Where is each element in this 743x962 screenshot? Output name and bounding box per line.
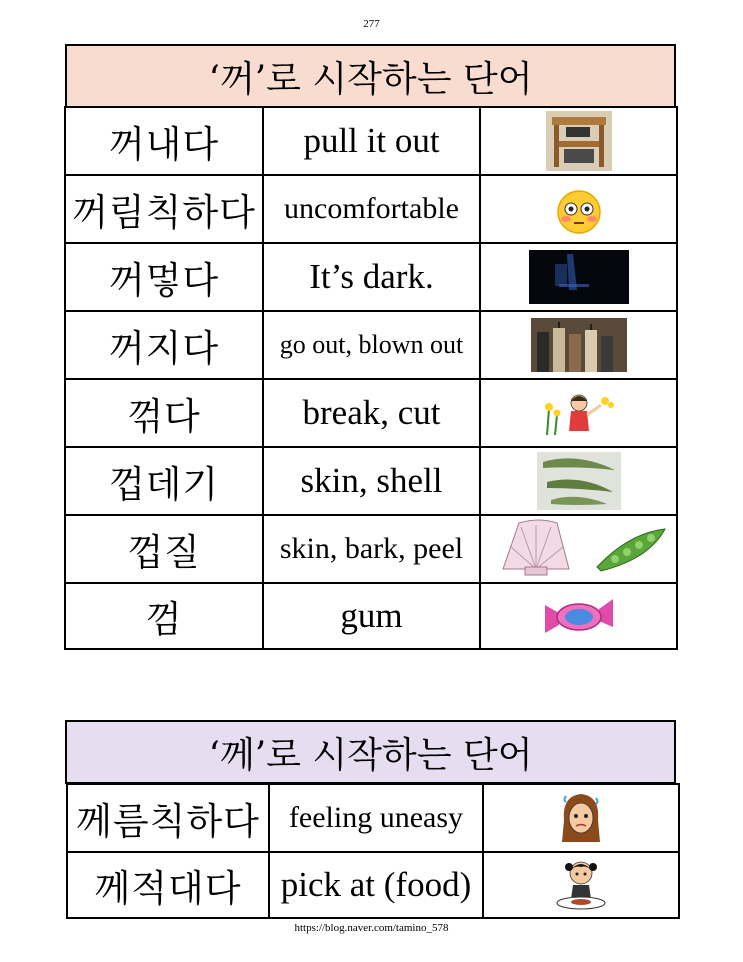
korean-word: 꺼멓다 xyxy=(65,243,263,311)
korean-word: 껍데기 xyxy=(65,447,263,515)
english-meaning: skin, shell xyxy=(263,447,480,515)
furniture-photo xyxy=(480,107,677,175)
korean-word: 꺼림칙하다 xyxy=(65,175,263,243)
flushed-face-emoji xyxy=(480,175,677,243)
section1-title: ‘꺼’로 시작하는 단어 xyxy=(65,44,676,108)
english-meaning: feeling uneasy xyxy=(269,784,483,852)
english-meaning: gum xyxy=(263,583,480,649)
candy-gum-clipart xyxy=(480,583,677,649)
table-row xyxy=(65,447,677,515)
korean-word: 꺼내다 xyxy=(65,107,263,175)
table-row xyxy=(65,311,677,379)
korean-word: 께름칙하다 xyxy=(67,784,269,852)
korean-word: 께적대다 xyxy=(67,852,269,918)
table-row xyxy=(65,583,677,649)
extinguished-candles-photo xyxy=(480,311,677,379)
section2-title: ‘께’로 시작하는 단어 xyxy=(65,720,676,784)
english-meaning: uncomfortable xyxy=(263,175,480,243)
table-row xyxy=(65,107,677,175)
english-meaning: go out, blown out xyxy=(263,311,480,379)
korean-word: 꺼지다 xyxy=(65,311,263,379)
english-meaning: It’s dark. xyxy=(263,243,480,311)
seashell-and-peapod-clipart xyxy=(480,515,677,583)
pea-pods-photo xyxy=(480,447,677,515)
table-row xyxy=(65,379,677,447)
korean-word: 꺾다 xyxy=(65,379,263,447)
vocab-table-kkeo xyxy=(64,106,678,650)
table-row xyxy=(67,784,679,852)
table-row xyxy=(67,852,679,918)
table-row xyxy=(65,175,677,243)
english-meaning: break, cut xyxy=(263,379,480,447)
girl-picking-flowers-clipart xyxy=(480,379,677,447)
table-row xyxy=(65,515,677,583)
english-meaning: skin, bark, peel xyxy=(263,515,480,583)
dark-night-photo xyxy=(480,243,677,311)
source-url: https://blog.naver.com/tamino_578 xyxy=(294,922,449,934)
page-number: 277 xyxy=(363,18,380,30)
vocab-table-kke xyxy=(66,783,680,919)
nervous-woman-clipart xyxy=(483,784,679,852)
korean-word: 껍질 xyxy=(65,515,263,583)
korean-word: 껌 xyxy=(65,583,263,649)
english-meaning: pick at (food) xyxy=(269,852,483,918)
girl-eating-clipart xyxy=(483,852,679,918)
table-row xyxy=(65,243,677,311)
english-meaning: pull it out xyxy=(263,107,480,175)
